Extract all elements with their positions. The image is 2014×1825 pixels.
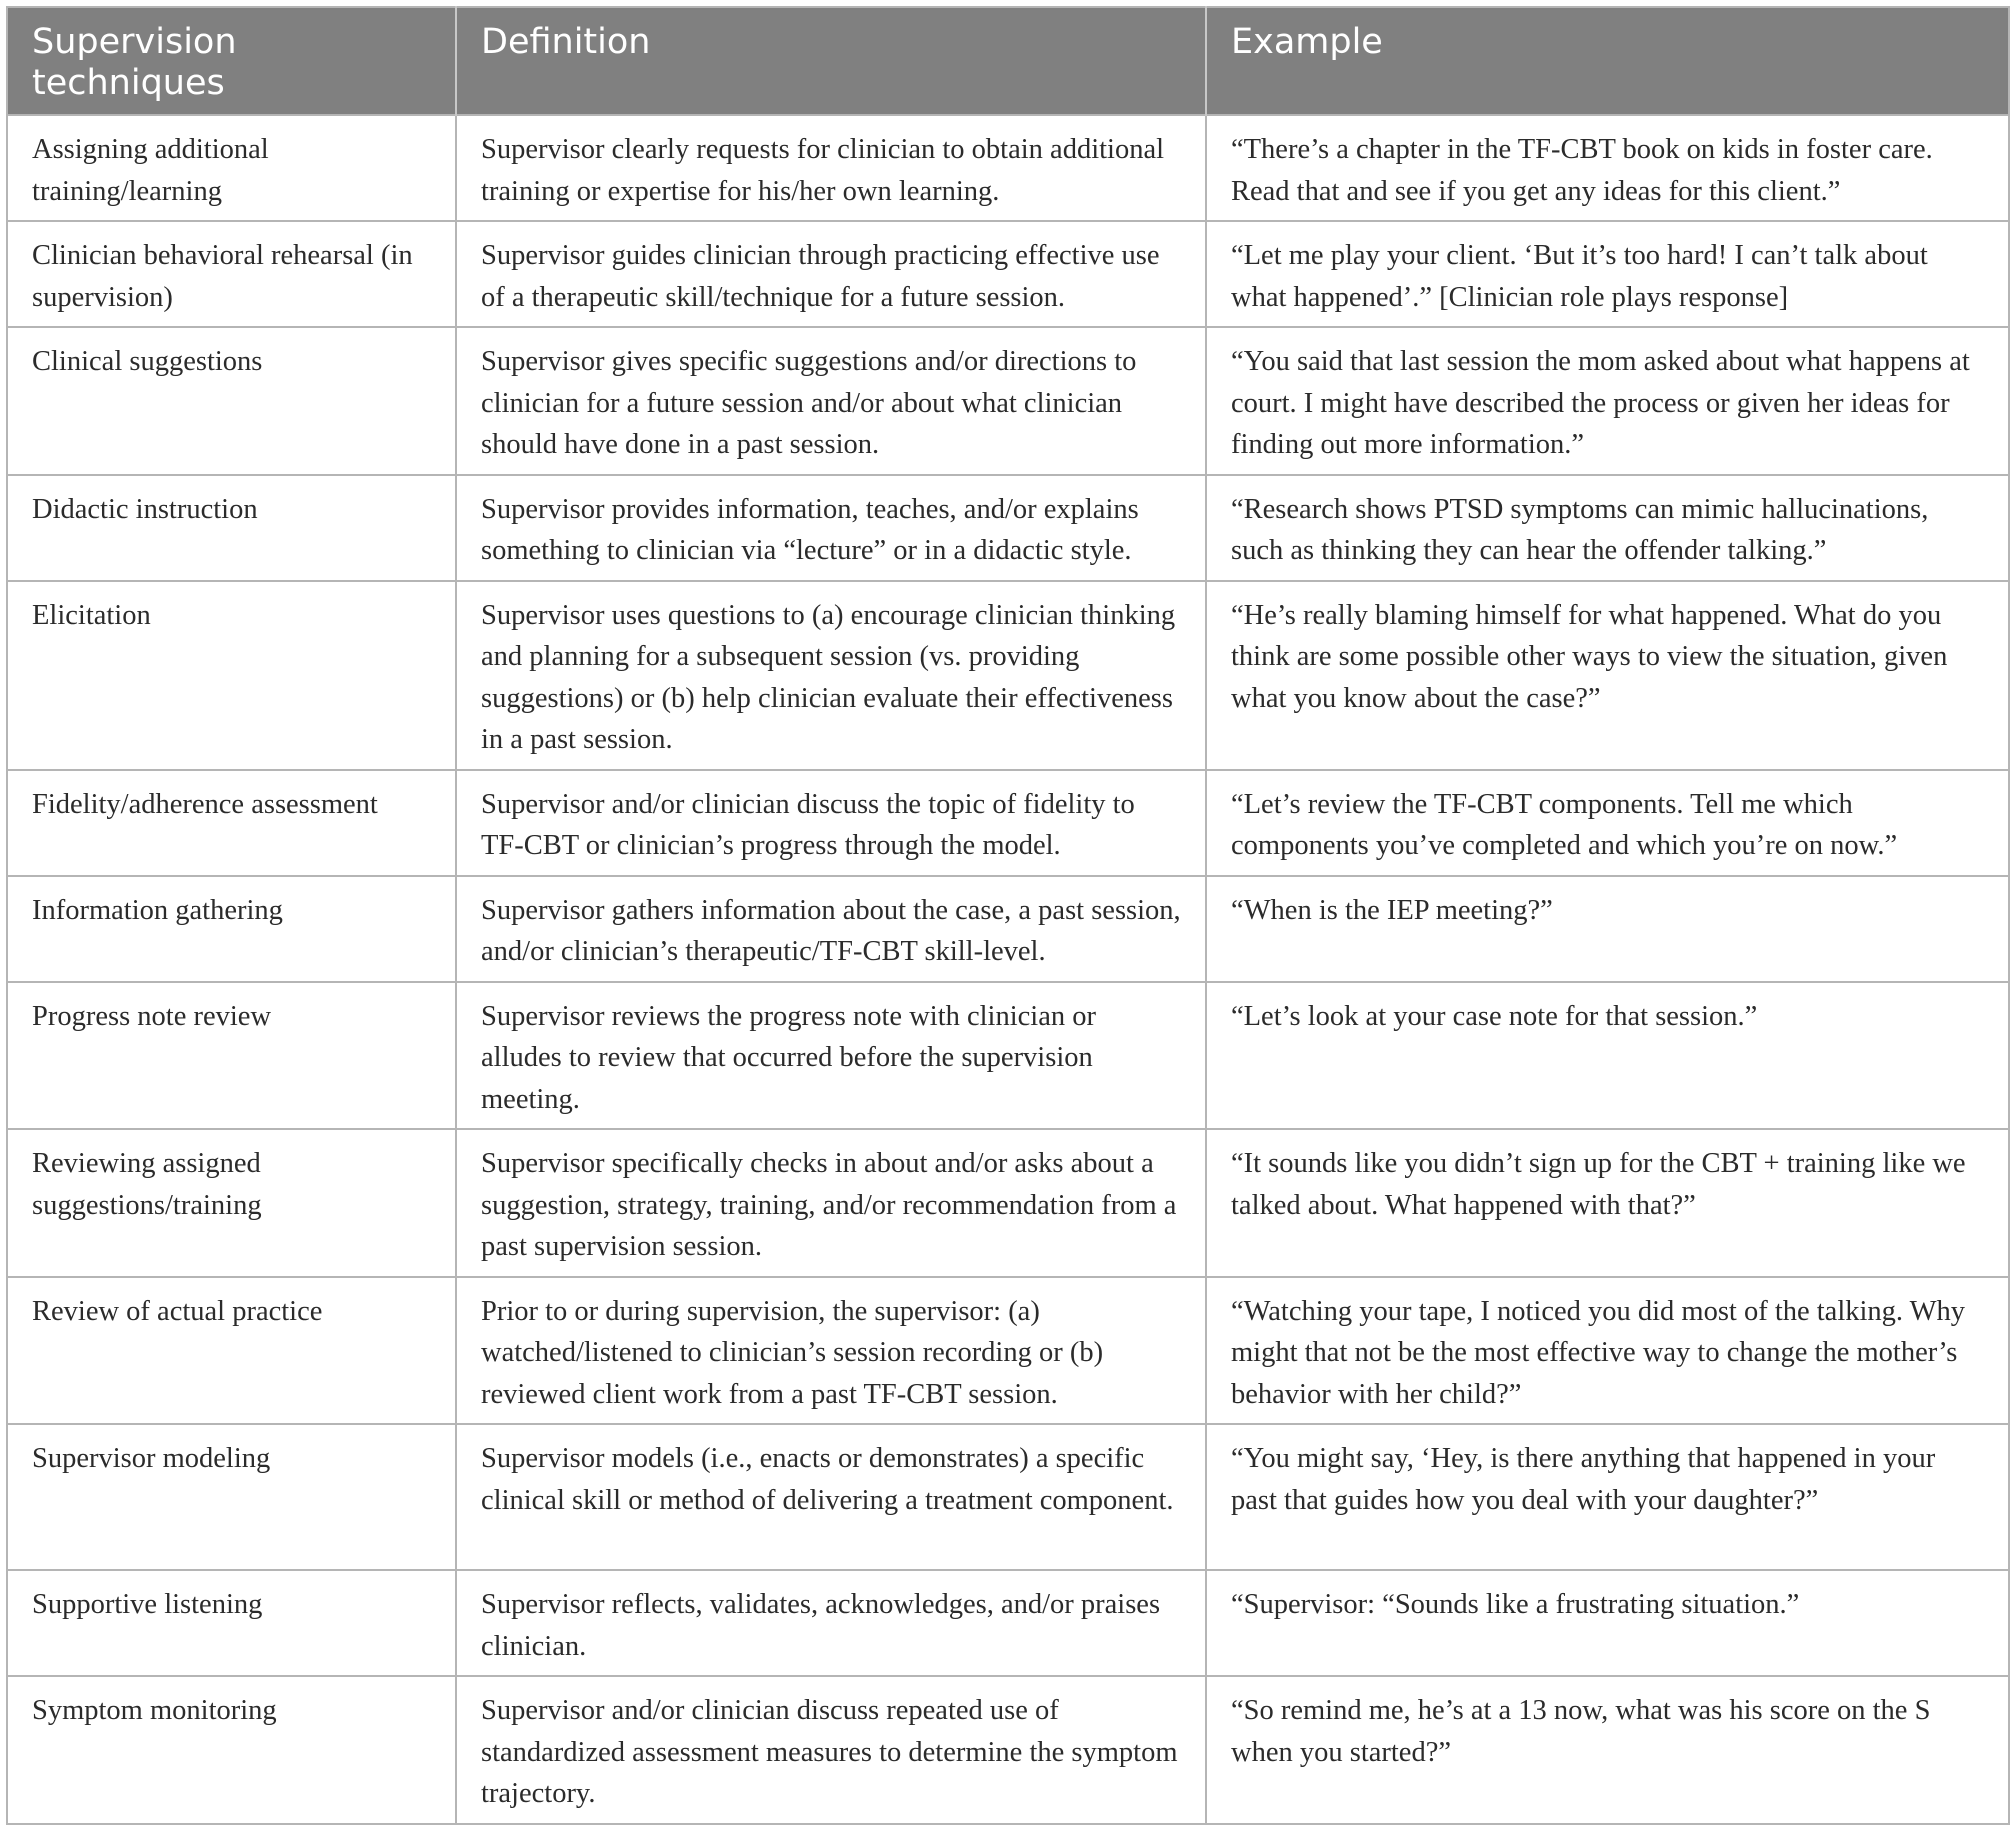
definition-cell: Supervisor gathers information about the case, a past session, and/or clinician’s therapeutic/TF-CBT skill-level. — [456, 876, 1206, 982]
definition-cell: Prior to or during supervision, the supervisor: (a) watched/listened to clinician’s session recording or (b) reviewed client work from a past TF-CBT session. — [456, 1277, 1206, 1425]
table-row — [7, 1676, 2009, 1824]
header-example: Example — [1206, 7, 2009, 115]
table-row — [7, 1570, 2009, 1676]
definition-cell: Supervisor and/or clinician discuss repeated use of standardized assessment measures to determine the symptom trajectory. — [456, 1676, 1206, 1824]
technique-cell: Elicitation — [7, 581, 456, 770]
table-row — [7, 1424, 2009, 1570]
table-row — [7, 1277, 2009, 1425]
header-definition: Definition — [456, 7, 1206, 115]
table-row — [7, 475, 2009, 581]
table-row — [7, 770, 2009, 876]
example-cell: “You said that last session the mom asked about what happens at court. I might have described the process or given her ideas for finding out more information.” — [1206, 327, 2009, 475]
technique-cell: Supportive listening — [7, 1570, 456, 1676]
table-row — [7, 876, 2009, 982]
example-cell: “There’s a chapter in the TF-CBT book on kids in foster care. Read that and see if you get any ideas for this client.” — [1206, 115, 2009, 221]
example-cell: “Let’s review the TF-CBT components. Tell me which components you’ve completed and which you’re on now.” — [1206, 770, 2009, 876]
technique-cell: Symptom monitoring — [7, 1676, 456, 1824]
example-cell: “Watching your tape, I noticed you did most of the talking. Why might that not be the most effective way to change the mother’s behavior with her child?” — [1206, 1277, 2009, 1425]
example-cell: “Let me play your client. ‘But it’s too hard! I can’t talk about what happened’.” [Clinician role plays response] — [1206, 221, 2009, 327]
supervision-techniques-table — [6, 6, 2010, 1825]
technique-cell: Clinical suggestions — [7, 327, 456, 475]
table-row — [7, 982, 2009, 1130]
definition-cell: Supervisor and/or clinician discuss the topic of fidelity to TF-CBT or clinician’s progress through the model. — [456, 770, 1206, 876]
example-cell: “So remind me, he’s at a 13 now, what was his score on the S when you started?” — [1206, 1676, 2009, 1824]
table-row — [7, 1129, 2009, 1277]
definition-cell: Supervisor reflects, validates, acknowledges, and/or praises clinician. — [456, 1570, 1206, 1676]
technique-cell: Reviewing assigned suggestions/training — [7, 1129, 456, 1277]
header-supervision-techniques: Supervision techniques — [7, 7, 456, 115]
example-cell: “You might say, ‘Hey, is there anything that happened in your past that guides how you deal with your daughter?” — [1206, 1424, 2009, 1570]
technique-cell: Clinician behavioral rehearsal (in supervision) — [7, 221, 456, 327]
table-row — [7, 221, 2009, 327]
example-cell: “When is the IEP meeting?” — [1206, 876, 2009, 982]
technique-cell: Supervisor modeling — [7, 1424, 456, 1570]
definition-cell: Supervisor models (i.e., enacts or demonstrates) a specific clinical skill or method of delivering a treatment component. — [456, 1424, 1206, 1570]
definition-cell: Supervisor clearly requests for clinician to obtain additional training or expertise for his/her own learning. — [456, 115, 1206, 221]
example-cell: “Research shows PTSD symptoms can mimic hallucinations, such as thinking they can hear the offender talking.” — [1206, 475, 2009, 581]
example-cell: “Let’s look at your case note for that session.” — [1206, 982, 2009, 1130]
table-header-row — [7, 7, 2009, 115]
example-cell: “Supervisor: “Sounds like a frustrating situation.” — [1206, 1570, 2009, 1676]
technique-cell: Information gathering — [7, 876, 456, 982]
table-row — [7, 581, 2009, 770]
definition-cell: Supervisor uses questions to (a) encourage clinician thinking and planning for a subsequent session (vs. providing suggestions) or (b) help clinician evaluate their effectiveness in a past session. — [456, 581, 1206, 770]
definition-cell: Supervisor reviews the progress note with clinician or alludes to review that occurred before the supervision meeting. — [456, 982, 1206, 1130]
table-row — [7, 115, 2009, 221]
example-cell: “It sounds like you didn’t sign up for the CBT + training like we talked about. What happened with that?” — [1206, 1129, 2009, 1277]
table-row — [7, 327, 2009, 475]
technique-cell: Didactic instruction — [7, 475, 456, 581]
definition-cell: Supervisor guides clinician through practicing effective use of a therapeutic skill/technique for a future session. — [456, 221, 1206, 327]
definition-cell: Supervisor provides information, teaches, and/or explains something to clinician via “lecture” or in a didactic style. — [456, 475, 1206, 581]
definition-cell: Supervisor specifically checks in about and/or asks about a suggestion, strategy, training, and/or recommendation from a past supervision session. — [456, 1129, 1206, 1277]
technique-cell: Assigning additional training/learning — [7, 115, 456, 221]
definition-cell: Supervisor gives specific suggestions and/or directions to clinician for a future session and/or about what clinician should have done in a past session. — [456, 327, 1206, 475]
example-cell: “He’s really blaming himself for what happened. What do you think are some possible other ways to view the situation, given what you know about the case?” — [1206, 581, 2009, 770]
technique-cell: Fidelity/adherence assessment — [7, 770, 456, 876]
technique-cell: Progress note review — [7, 982, 456, 1130]
technique-cell: Review of actual practice — [7, 1277, 456, 1425]
